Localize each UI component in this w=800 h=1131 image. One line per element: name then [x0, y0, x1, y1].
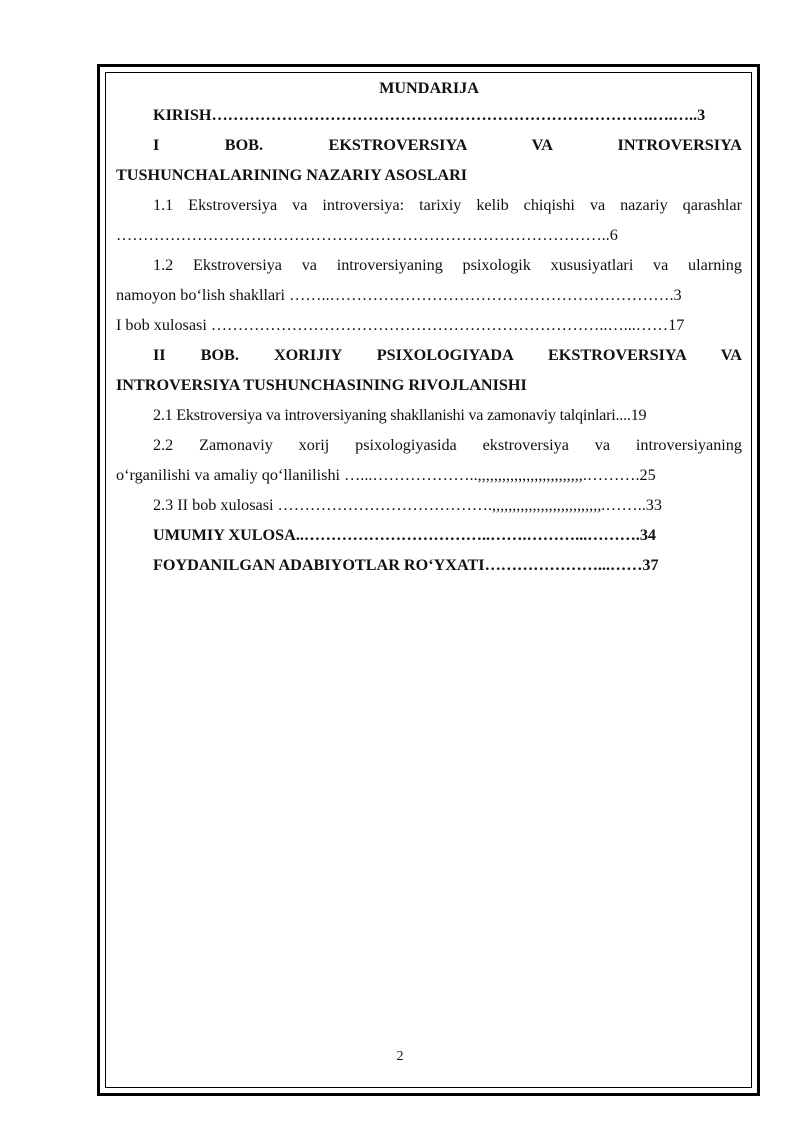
toc-chapter-1-heading-line-2: TUSHUNCHALARINING NAZARIY ASOSLARI: [116, 166, 468, 184]
toc-chapter-2-heading-line-1: II BOB. XORIJIY PSIXOLOGIYADA EKSTROVERSIYA VA: [153, 346, 742, 364]
toc-entry-adabiyotlar: FOYDANILGAN ADABIYOTLAR RO‘YXATI…………………...……37: [153, 556, 659, 574]
toc-section-1-2-line-1: 1.2 Ekstroversiya va introversiyaning psixologik xususiyatlari va ularning: [153, 256, 742, 274]
toc-entry-kirish: KIRISH……………………………………………………………………….….…..3: [153, 106, 706, 124]
toc-section-1-1-line-2: ………………………………………………………………………………..6: [116, 226, 618, 244]
toc-section-2-2-line-2: o‘rganilishi va amaliy qo‘llanilishi …...………………..,,,,,,,,,,,,,,,,,,,,,,,,,,.……….25: [116, 466, 656, 484]
toc-section-2-1: 2.1 Ekstroversiya va introversiyaning shakllanishi va zamonaviy talqinlari....19: [153, 406, 647, 424]
toc-entry-umumiy-xulosa: UMUMIY XULOSA..……………………………..…….………...……….34: [153, 526, 657, 544]
toc-chapter-1-heading-line-1: I BOB. EKSTROVERSIYA VA INTROVERSIYA: [153, 136, 742, 154]
toc-entry-chapter-1-conclusion: I bob xulosasi ………………………………………………………………..…...……17: [116, 316, 685, 334]
toc-title: MUNDARIJA: [379, 79, 479, 97]
toc-section-1-1-line-1: 1.1 Ekstroversiya va introversiya: tarixiy kelib chiqishi va nazariy qarashlar: [153, 196, 742, 214]
toc-section-2-3: 2.3 II bob xulosasi ………………………………….,,,,,,,,,,,,,,,,,,,,,,,,,,,.……..33: [153, 496, 662, 514]
page-number: 2: [396, 1049, 404, 1064]
toc-section-2-2-line-1: 2.2 Zamonaviy xorij psixologiyasida ekstroversiya va introversiyaning: [153, 436, 742, 454]
toc-chapter-2-heading-line-2: INTROVERSIYA TUSHUNCHASINING RIVOJLANISHI: [116, 376, 527, 394]
toc-section-1-2-line-2: namoyon bo‘lish shakllari ……..……………………………………………………….3: [116, 286, 682, 304]
table-of-contents: [116, 76, 742, 580]
